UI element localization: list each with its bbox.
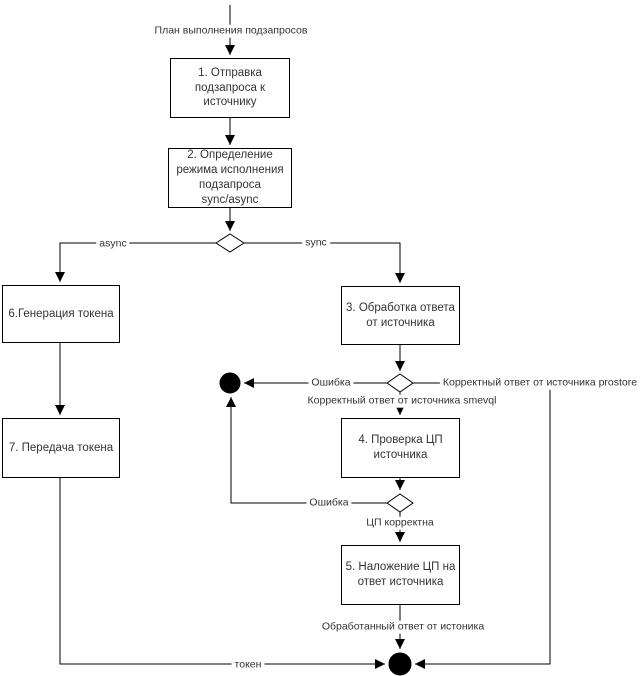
node-step6-label: 6.Генерация токена xyxy=(8,307,114,320)
node-step3-label: 3. Обработка ответа от источника xyxy=(346,301,455,329)
node-step5-label: 5. Наложение ЦП на ответ источника xyxy=(345,561,456,588)
edge-label-token: токен xyxy=(232,659,265,672)
node-step6 xyxy=(2,285,120,343)
decision-cp-check-diamond xyxy=(387,494,413,512)
node-step4-label: 4. Проверка ЦП источника xyxy=(358,434,443,461)
edge-decision1-async-to-step6 xyxy=(60,243,216,282)
decision-response-check-diamond xyxy=(387,374,413,392)
edge-label-async: async xyxy=(96,238,129,251)
node-step1-label: 1. Отправка подзапроса к источнику xyxy=(194,66,266,109)
edge-label-error-response: Ошибка xyxy=(308,377,353,390)
node-step2 xyxy=(168,148,292,208)
node-step7 xyxy=(2,418,120,478)
edge-label-sync: sync xyxy=(302,237,330,250)
node-step2-label: 2. Определение режима исполнения подзапроса sync/async xyxy=(176,149,284,206)
node-step5 xyxy=(341,545,460,605)
node-step3 xyxy=(341,286,460,345)
edge-label-prostore: Корректный ответ от источника prostore xyxy=(440,377,640,390)
edge-label-start: План выполнения подзапросов xyxy=(152,25,311,38)
edge-label-cp-valid: ЦП корректна xyxy=(363,517,436,530)
decision-sync-async-diamond xyxy=(216,234,244,252)
edge-label-smevql: Корректный ответ от источника smevql xyxy=(305,395,500,408)
node-step1 xyxy=(170,58,290,118)
node-step7-label: 7. Передача токена xyxy=(8,441,114,454)
edge-label-processed: Обработанный ответ от истоника xyxy=(319,621,487,634)
edge-label-error-cp: Ошибка xyxy=(306,497,351,510)
terminator-final-node xyxy=(389,653,411,675)
terminator-error-node xyxy=(220,373,240,393)
node-step4 xyxy=(341,418,460,478)
